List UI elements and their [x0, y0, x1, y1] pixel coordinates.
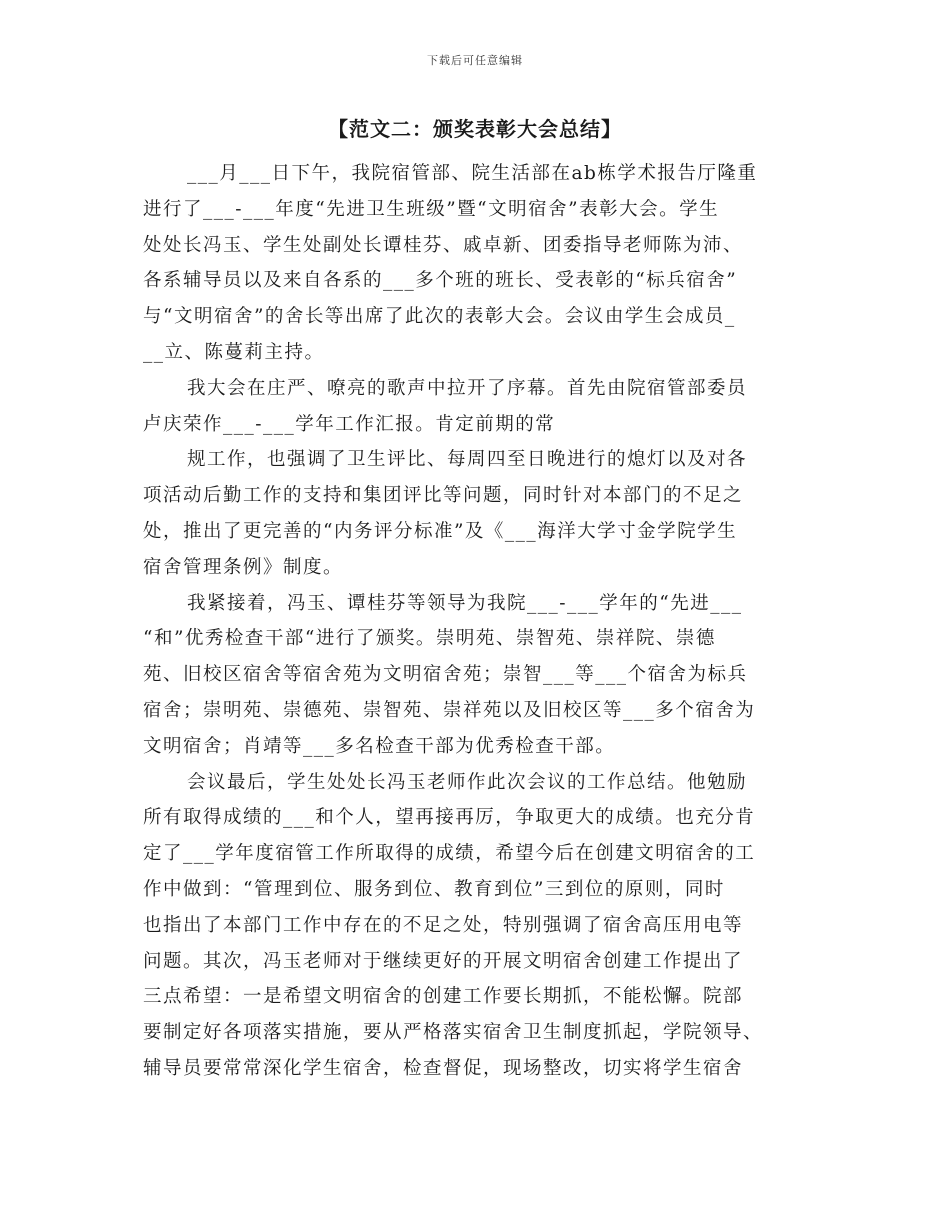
- text-line: 所有取得成绩的___和个人，望再接再厉，争取更大的成绩。也充分肯: [143, 807, 756, 829]
- text-line: 进行了___-___年度“先进卫生班级”暨“文明宿舍”表彰大会。学生: [143, 198, 720, 220]
- text-line: 也指出了本部门工作中存在的不足之处，特别强调了宿舍高压用电等: [143, 914, 744, 936]
- text-line: __立、陈蔓莉主持。: [143, 341, 325, 363]
- text-line: 三点希望：一是希望文明宿舍的创建工作要长期抓，不能松懈。院部: [143, 986, 744, 1008]
- paragraph-3: [143, 442, 811, 585]
- text-line: 宿舍管理条例》制度。: [143, 556, 344, 578]
- text-line: 处处长冯玉、学生处副处长谭桂芬、戚卓新、团委指导老师陈为沛、: [143, 234, 744, 256]
- text-line: 作中做到：“管理到位、服务到位、教育到位”三到位的原则，同时: [143, 878, 725, 900]
- text-line: 规工作，也强调了卫生评比、每周四至日晚进行的熄灯以及对各: [187, 449, 748, 471]
- text-line: 苑、旧校区宿舍等宿舍苑为文明宿舍苑；崇智___等___个宿舍为标兵: [143, 664, 748, 686]
- text-line: 我大会在庄严、嘹亮的歌声中拉开了序幕。首先由院宿管部委员: [187, 377, 748, 399]
- text-line: 文明宿舍；肖靖等___多名检查干部为优秀检查干部。: [143, 735, 616, 757]
- text-line: 处，推出了更完善的“内务评分标准”及《___海洋大学寸金学院学生: [143, 520, 738, 542]
- paragraph-5: [143, 765, 811, 1087]
- document-title: 【范文二：颁奖表彰大会总结】: [328, 117, 622, 141]
- text-line: “和”优秀检查干部“进行了颁奖。崇明苑、崇智苑、崇祥院、崇德: [143, 628, 716, 650]
- page-header-note: 下载后可任意编辑: [427, 54, 523, 67]
- document-body: [143, 156, 811, 1087]
- text-line: 会议最后，学生处处长冯玉老师作此次会议的工作总结。他勉励: [187, 771, 748, 793]
- paragraph-4: [143, 586, 811, 765]
- text-line: 问题。其次，冯玉老师对于继续更好的开展文明宿舍创建工作提出了: [143, 950, 744, 972]
- text-line: 卢庆荣作___-___学年工作汇报。肯定前期的常: [143, 413, 556, 435]
- text-line: 我紧接着，冯玉、谭桂芬等领导为我院___-___学年的“先进___: [187, 592, 743, 614]
- text-line: ___月___日下午，我院宿管部、院生活部在ab栋学术报告厅隆重: [187, 163, 758, 184]
- text-line: 定了___学年度宿管工作所取得的成绩，希望今后在创建文明宿舍的工: [143, 843, 756, 865]
- text-line: 各系辅导员以及来自各系的___多个班的班长、受表彰的“标兵宿舍”: [143, 270, 738, 292]
- paragraph-2: [143, 371, 811, 443]
- paragraph-1: [143, 156, 811, 371]
- text-line: 项活动后勤工作的支持和集团评比等问题，同时针对本部门的不足之: [143, 485, 744, 507]
- text-line: 与“文明宿舍”的舍长等出席了此次的表彰大会。会议由学生会成员_: [143, 306, 736, 328]
- text-line: 辅导员要常常深化学生宿舍，检查督促，现场整改，切实将学生宿舍: [143, 1057, 744, 1079]
- text-line: 宿舍；崇明苑、崇德苑、崇智苑、崇祥苑以及旧校区等___多个宿舍为: [143, 699, 756, 721]
- text-line: 要制定好各项落实措施，要从严格落实宿舍卫生制度抓起，学院领导、: [143, 1022, 764, 1044]
